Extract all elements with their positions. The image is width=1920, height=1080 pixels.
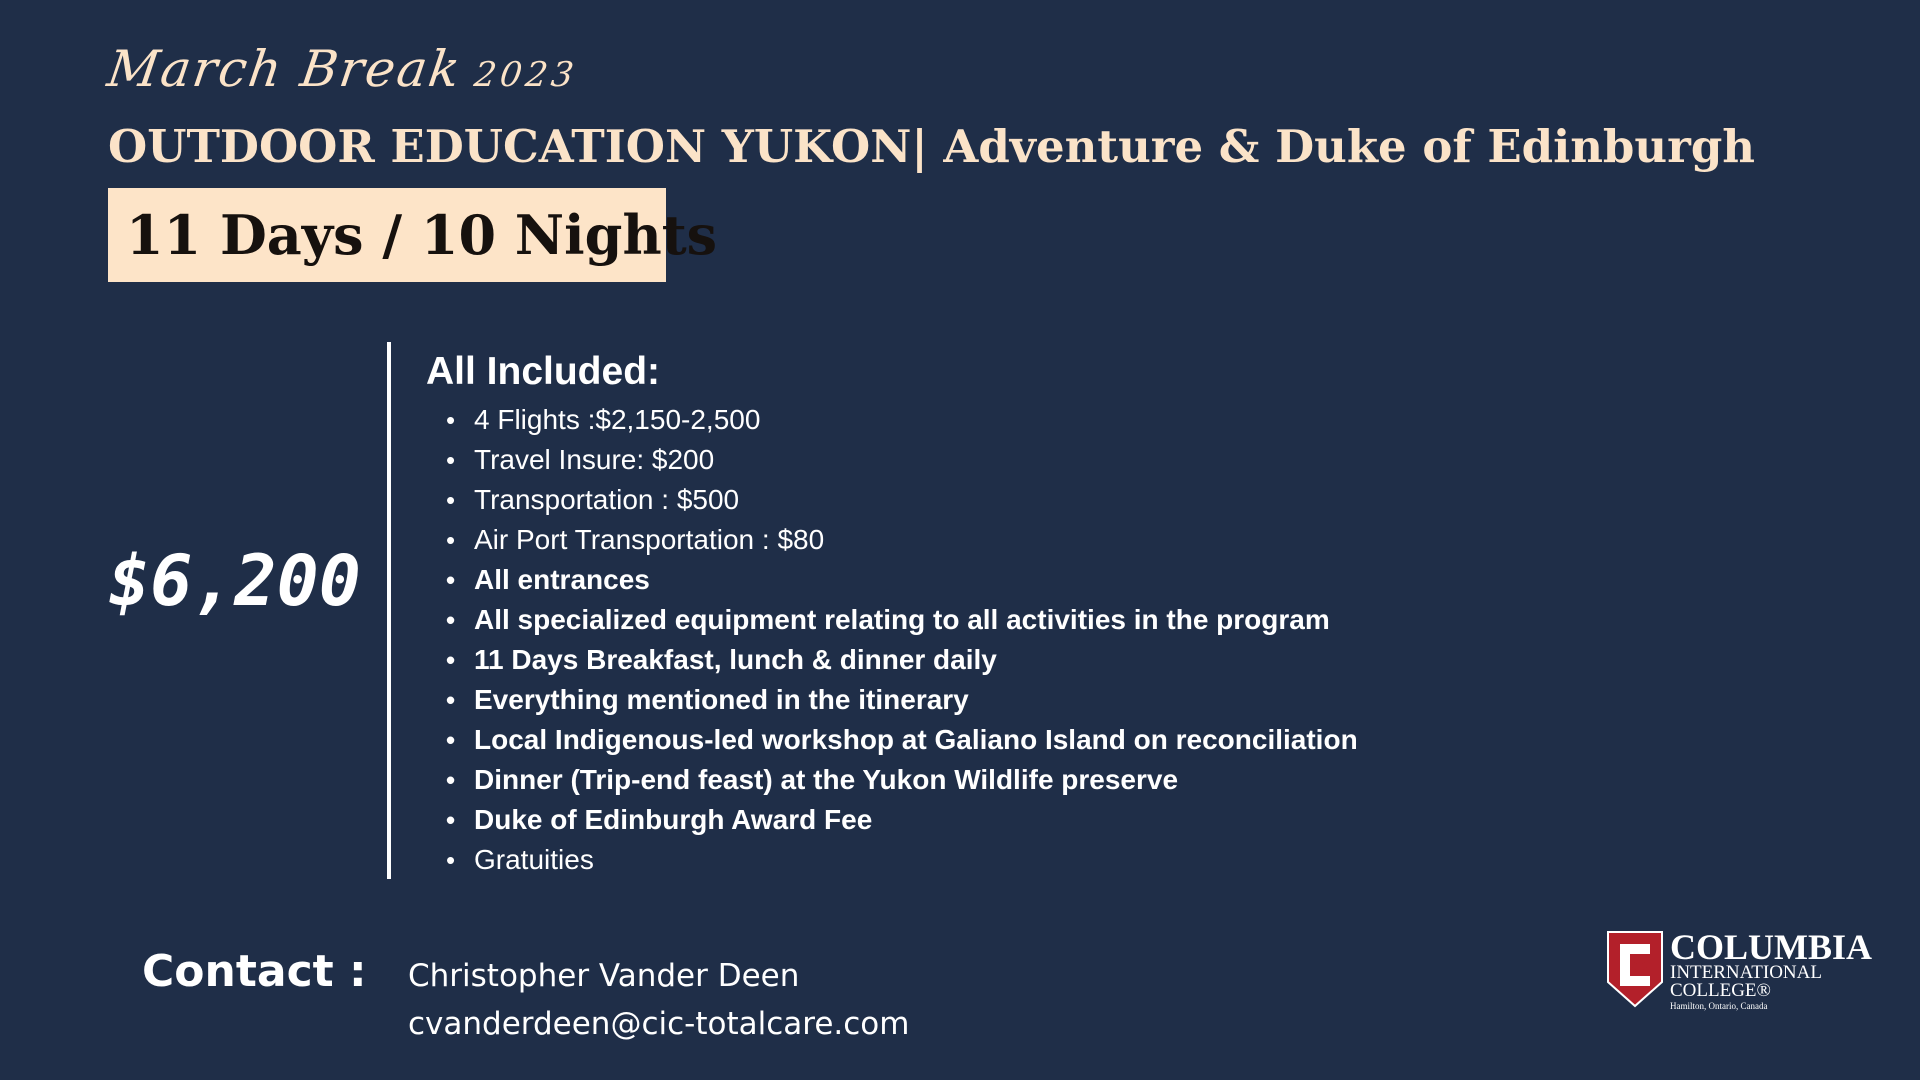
- logo-line-2: INTERNATIONAL: [1670, 962, 1822, 983]
- bullet-icon: •: [446, 485, 456, 515]
- bullet-icon: •: [446, 565, 456, 595]
- page-title: OUTDOOR EDUCATION YUKON| Adventure & Duke of Edinburgh: [108, 120, 1756, 173]
- college-logo: [1606, 927, 1886, 1011]
- included-item-text: Travel Insure: $200: [474, 444, 715, 475]
- duration-text: 11 Days / 10 Nights: [126, 203, 718, 267]
- contact-name: Christopher Vander Deen: [408, 958, 800, 994]
- included-item-text: All entrances: [474, 564, 650, 595]
- price-value: $6,200: [108, 540, 361, 622]
- bullet-icon: •: [446, 645, 456, 675]
- script-title-text: March Break: [103, 40, 466, 98]
- bullet-icon: •: [446, 765, 456, 795]
- bullet-icon: •: [446, 845, 456, 875]
- included-item: [446, 800, 1358, 840]
- duration-box: [108, 188, 718, 282]
- included-item-text: All specialized equipment relating to all activities in the program: [474, 604, 1330, 635]
- included-item-text: 4 Flights :$2,150-2,500: [474, 404, 761, 435]
- bullet-icon: •: [446, 525, 456, 555]
- logo-line-3: COLLEGE®: [1670, 980, 1771, 1001]
- included-item: [446, 440, 1358, 480]
- included-item-text: Local Indigenous-led workshop at Galiano Island on reconciliation: [474, 724, 1358, 755]
- included-item: [446, 840, 1358, 880]
- bullet-icon: •: [446, 685, 456, 715]
- included-item-text: Transportation : $500: [474, 484, 740, 515]
- included-item: [446, 600, 1358, 640]
- bullet-icon: •: [446, 725, 456, 755]
- included-item: [446, 480, 1358, 520]
- vertical-divider: [387, 342, 391, 879]
- logo-line-4: Hamilton, Ontario, Canada: [1670, 1001, 1768, 1011]
- bullet-icon: •: [446, 405, 456, 435]
- included-item: [446, 680, 1358, 720]
- included-item-text: Air Port Transportation : $80: [474, 524, 825, 555]
- included-item: [446, 720, 1358, 760]
- included-list: [446, 400, 1358, 880]
- logo-line-1: COLUMBIA: [1670, 927, 1873, 967]
- included-item-text: Dinner (Trip-end feast) at the Yukon Wildlife preserve: [474, 764, 1179, 795]
- included-item-text: 11 Days Breakfast, lunch & dinner daily: [474, 644, 997, 675]
- included-item: [446, 760, 1358, 800]
- bullet-icon: •: [446, 805, 456, 835]
- maple-leaf-shield-icon: [1606, 930, 1664, 1008]
- included-item-text: Everything mentioned in the itinerary: [474, 684, 969, 715]
- bullet-icon: •: [446, 445, 456, 475]
- included-item-text: Gratuities: [474, 844, 594, 875]
- included-heading: All Included:: [426, 350, 660, 393]
- contact-label: Contact :: [142, 946, 367, 997]
- included-item: [446, 520, 1358, 560]
- included-item: [446, 560, 1358, 600]
- bullet-icon: •: [446, 605, 456, 635]
- included-item-text: Duke of Edinburgh Award Fee: [474, 804, 873, 835]
- script-title-year: 2023: [471, 55, 580, 95]
- script-title: [104, 40, 582, 98]
- contact-email: cvanderdeen@cic-totalcare.com: [408, 1006, 910, 1042]
- included-item: [446, 400, 1358, 440]
- included-item: [446, 640, 1358, 680]
